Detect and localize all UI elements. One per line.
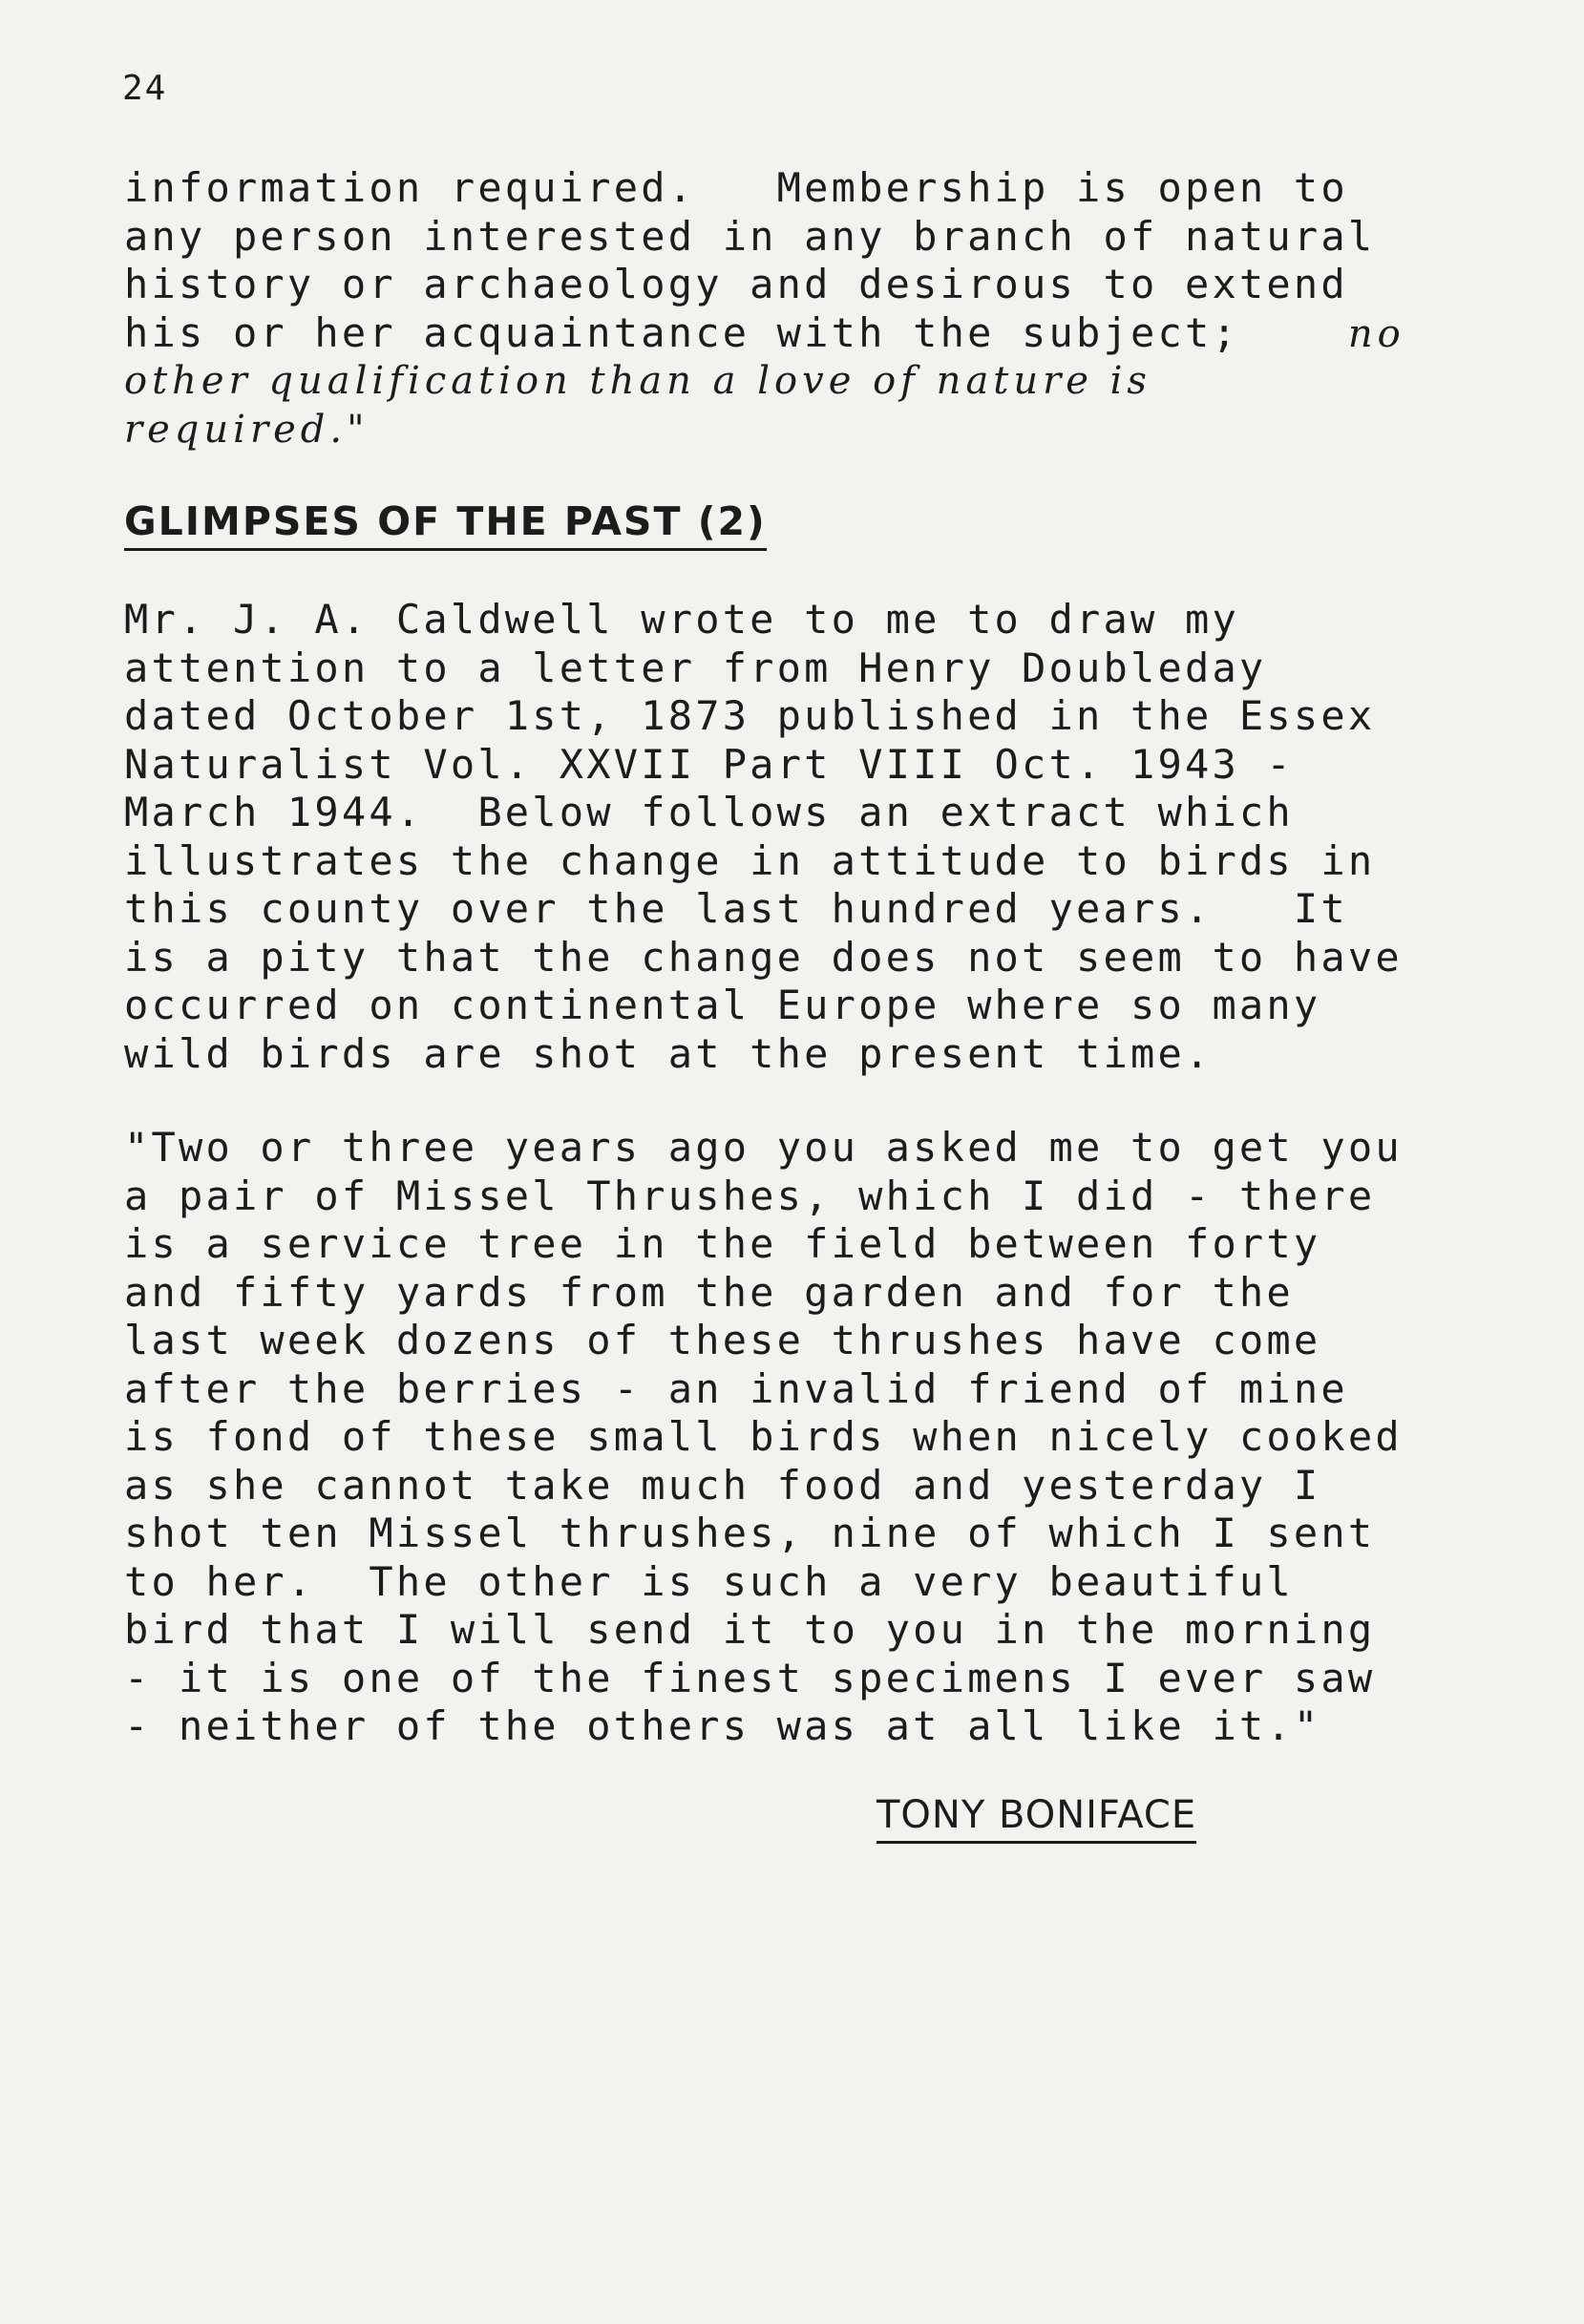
text-line: history or archaeology and desirous to extend: [124, 261, 1348, 307]
text-line-with-italic: [124, 309, 1499, 358]
text-line: his or her acquaintance with the subject;: [124, 308, 1239, 356]
text-line: last week dozens of these thrushes have come: [124, 1317, 1321, 1363]
text-line: and fifty yards from the garden and for the: [124, 1268, 1294, 1316]
author-signature: TONY BONIFACE: [876, 1793, 1196, 1844]
text-line: wild birds are shot at the present time.: [124, 1029, 1213, 1077]
text-line: this county over the last hundred years. It: [124, 885, 1348, 932]
text-line: is a service tree in the field between forty: [124, 1220, 1321, 1267]
text-line: March 1944. Below follows an extract which: [124, 789, 1294, 835]
text-line: is fond of these small birds when nicely cooked: [124, 1413, 1403, 1460]
text-line: "Two or three years ago you asked me to get you: [124, 1124, 1403, 1171]
text-line: - it is one of the finest specimens I ever saw: [124, 1654, 1376, 1701]
text-line: any person interested in any branch of natural: [124, 212, 1376, 260]
text-line: shot ten Missel thrushes, nine of which I sent: [124, 1510, 1376, 1556]
text-line: dated October 1st, 1873 published in the Essex: [124, 692, 1376, 739]
text-line: attention to a letter from Henry Doubleday: [124, 644, 1267, 691]
caldwell-paragraph: [124, 596, 1499, 1078]
text-line: occurred on continental Europe where so many: [124, 982, 1321, 1028]
text-line: to her. The other is such a very beautiful: [124, 1557, 1294, 1605]
text-line: Naturalist Vol. XXVII Part VIII Oct. 1943 -: [124, 740, 1294, 788]
text-line: a pair of Missel Thrushes, which I did - there: [124, 1172, 1376, 1219]
text-line: illustrates the change in attitude to birds in: [124, 836, 1376, 884]
text-line: bird that I will send it to you in the morning: [124, 1606, 1376, 1653]
italic-line: required.": [124, 407, 370, 452]
quote-paragraph: [124, 1124, 1499, 1751]
text-line: as she cannot take much food and yesterday I: [124, 1461, 1321, 1509]
text-line: information required. Membership is open to: [124, 164, 1348, 211]
text-line: Mr. J. A. Caldwell wrote to me to draw my: [124, 596, 1239, 643]
italic-line: other qualification than a love of nature is: [124, 359, 1151, 403]
text-line: after the berries - an invalid friend of mine: [124, 1364, 1348, 1412]
section-heading: GLIMPSES OF THE PAST (2): [124, 498, 767, 551]
italic-text: no: [1347, 311, 1405, 356]
text-line: is a pity that the change does not seem to have: [124, 933, 1403, 981]
page-number: 24: [122, 69, 168, 108]
text-line: - neither of the others was at all like it.": [124, 1702, 1321, 1749]
intro-paragraph: [124, 164, 1499, 454]
